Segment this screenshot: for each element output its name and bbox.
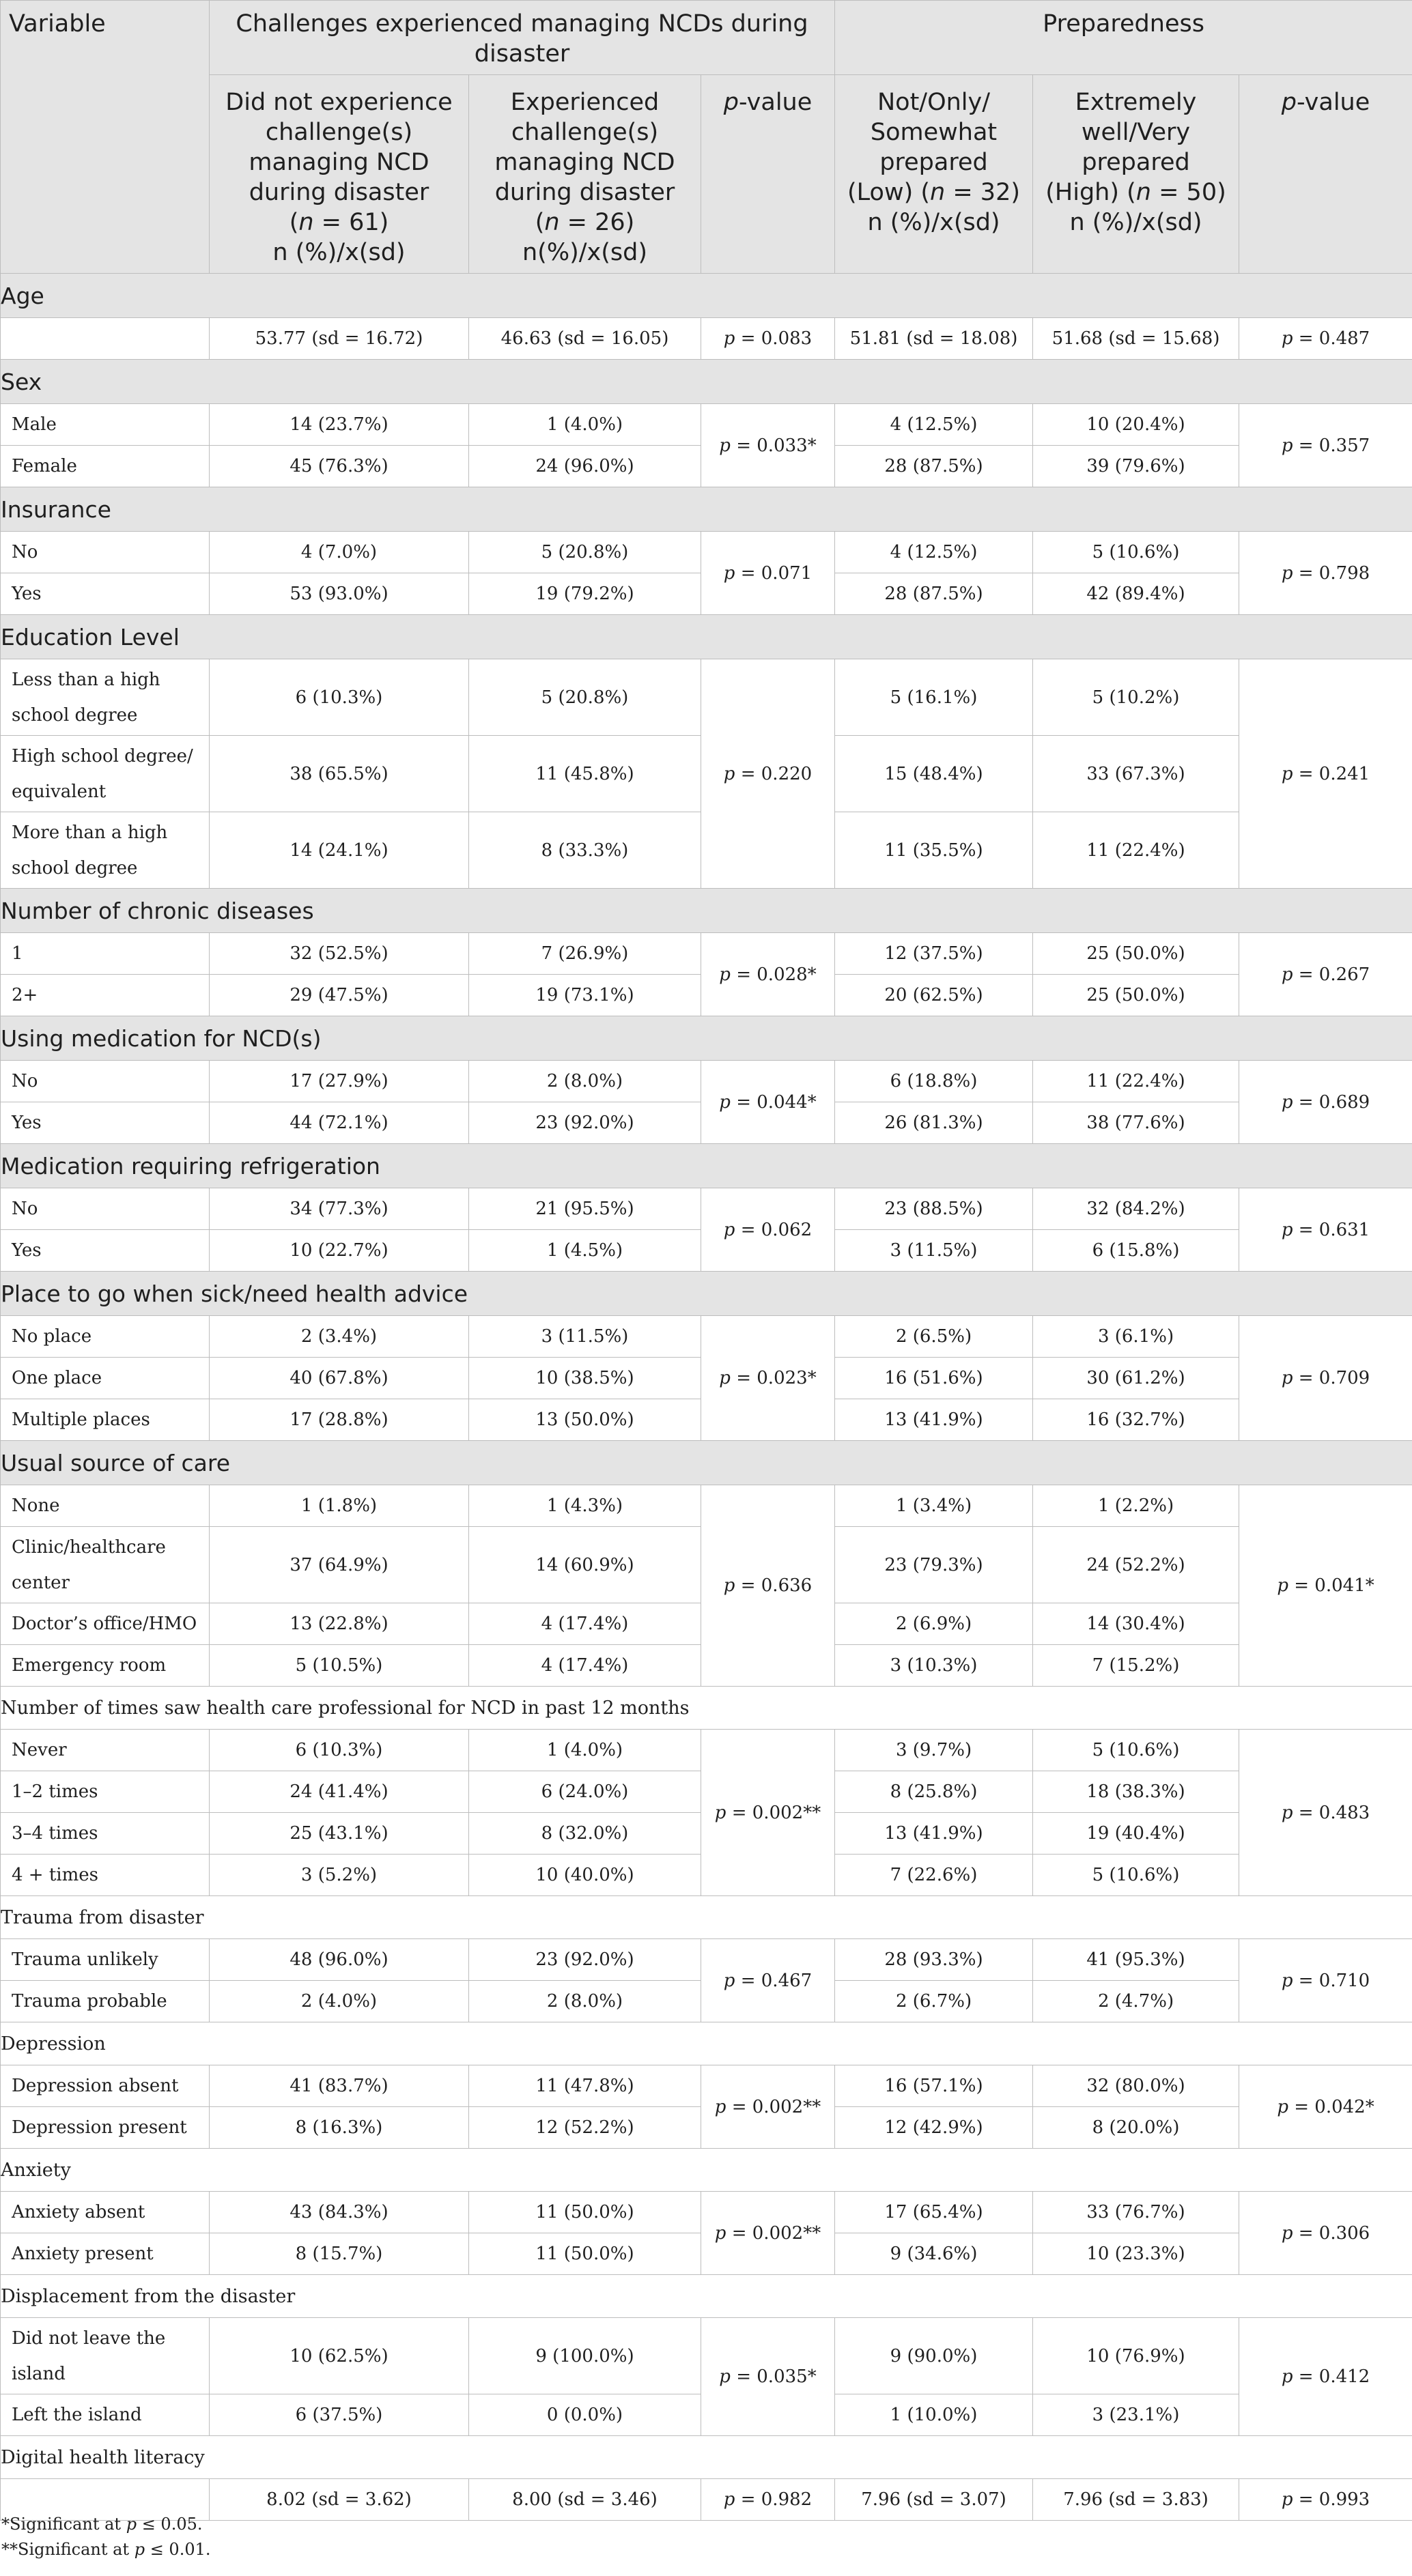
table-row: No 4 (7.0%) 5 (20.8%) p = 0.071 4 (12.5%) 5 (10.6%) p = 0.798 xyxy=(1,532,1412,573)
table-row: Clinic/healthcare center 37 (64.9%) 14 (60.9%) 23 (79.3%) 24 (52.2%) xyxy=(1,1527,1412,1603)
table-row: One place 40 (67.8%) 10 (38.5%) 16 (51.6%) 30 (61.2%) xyxy=(1,1358,1412,1399)
table-row: Anxiety present 8 (15.7%) 11 (50.0%) 9 (34.6%) 10 (23.3%) xyxy=(1,2233,1412,2275)
table-row: 2+ 29 (47.5%) 19 (73.1%) 20 (62.5%) 25 (50.0%) xyxy=(1,975,1412,1016)
section-trauma: Trauma from disaster xyxy=(1,1896,1412,1939)
table-row: Never 6 (10.3%) 1 (4.0%) p = 0.002** 3 (9.7%) 5 (10.6%) p = 0.483 xyxy=(1,1730,1412,1771)
header-col-pvalue-2: p-value xyxy=(1239,75,1412,274)
table-row: 4 + times 3 (5.2%) 10 (40.0%) 7 (22.6%) 5 (10.6%) xyxy=(1,1855,1412,1896)
table-row: Doctor’s office/HMO 13 (22.8%) 4 (17.4%) 2 (6.9%) 14 (30.4%) xyxy=(1,1603,1412,1645)
table-row: Depression absent 41 (83.7%) 11 (47.8%) p = 0.002** 16 (57.1%) 32 (80.0%) p = 0.042* xyxy=(1,2065,1412,2107)
table-row: Male 14 (23.7%) 1 (4.0%) p = 0.033* 4 (12.5%) 10 (20.4%) p = 0.357 xyxy=(1,404,1412,446)
section-education: Education Level xyxy=(1,615,1412,659)
table-row: Yes 44 (72.1%) 23 (92.0%) 26 (81.3%) 38 (77.6%) xyxy=(1,1102,1412,1144)
table-row: Left the island 6 (37.5%) 0 (0.0%) 1 (10.0%) 3 (23.1%) xyxy=(1,2394,1412,2436)
table-row: Anxiety absent 43 (84.3%) 11 (50.0%) p = 0.002** 17 (65.4%) 33 (76.7%) p = 0.306 xyxy=(1,2192,1412,2233)
table-row: 8.02 (sd = 3.62) 8.00 (sd = 3.46) p = 0.982 7.96 (sd = 3.07) 7.96 (sd = 3.83) p = 0.993 xyxy=(1,2479,1412,2521)
table-row: Trauma probable 2 (4.0%) 2 (8.0%) 2 (6.7%) 2 (4.7%) xyxy=(1,1981,1412,2022)
table-row: None 1 (1.8%) 1 (4.3%) p = 0.636 1 (3.4%) 1 (2.2%) p = 0.041* xyxy=(1,1485,1412,1527)
header-variable: Variable xyxy=(1,1,210,274)
header-col-pvalue-1: p-value xyxy=(701,75,835,274)
header-group-challenges: Challenges experienced managing NCDs during disaster xyxy=(210,1,835,75)
section-visits: Number of times saw health care professional for NCD in past 12 months xyxy=(1,1687,1412,1730)
table-row: 1 32 (52.5%) 7 (26.9%) p = 0.028* 12 (37.5%) 25 (50.0%) p = 0.267 xyxy=(1,933,1412,975)
section-anxiety: Anxiety xyxy=(1,2149,1412,2192)
table-row: 53.77 (sd = 16.72) 46.63 (sd = 16.05) p = 0.083 51.81 (sd = 18.08) 51.68 (sd = 15.68) p = 0.487 xyxy=(1,318,1412,360)
section-age: Age xyxy=(1,274,1412,318)
table-row: No 17 (27.9%) 2 (8.0%) p = 0.044* 6 (18.8%) 11 (22.4%) p = 0.689 xyxy=(1,1061,1412,1102)
table-row: Depression present 8 (16.3%) 12 (52.2%) 12 (42.9%) 8 (20.0%) xyxy=(1,2107,1412,2149)
table-row: Female 45 (76.3%) 24 (96.0%) 28 (87.5%) 39 (79.6%) xyxy=(1,446,1412,487)
table-row: More than a high school degree 14 (24.1%) 8 (33.3%) 11 (35.5%) 11 (22.4%) xyxy=(1,812,1412,889)
table-row: No place 2 (3.4%) 3 (11.5%) p = 0.023* 2 (6.5%) 3 (6.1%) p = 0.709 xyxy=(1,1316,1412,1358)
header-col-high-prepared: Extremely well/Very prepared (High) (n = 50) n (%)/x(sd) xyxy=(1033,75,1239,274)
table-row: Trauma unlikely 48 (96.0%) 23 (92.0%) p = 0.467 28 (93.3%) 41 (95.3%) p = 0.710 xyxy=(1,1939,1412,1981)
table-row: High school degree/ equivalent 38 (65.5%) 11 (45.8%) 15 (48.4%) 33 (67.3%) xyxy=(1,736,1412,812)
footnote-1: *Significant at p ≤ 0.05. xyxy=(1,2515,203,2534)
footnote-2: **Significant at p ≤ 0.01. xyxy=(1,2540,211,2559)
header-col-challenge: Experienced challenge(s) managing NCD during disaster (n = 26) n(%)/x(sd) xyxy=(469,75,701,274)
section-insurance: Insurance xyxy=(1,487,1412,532)
header-col-no-challenge: Did not experience challenge(s) managing NCD during disaster (n = 61) n (%)/x(sd) xyxy=(210,75,469,274)
section-digital-literacy: Digital health literacy xyxy=(1,2436,1412,2479)
table-row: 3–4 times 25 (43.1%) 8 (32.0%) 13 (41.9%) 19 (40.4%) xyxy=(1,1813,1412,1855)
table-row: 1–2 times 24 (41.4%) 6 (24.0%) 8 (25.8%) 18 (38.3%) xyxy=(1,1771,1412,1813)
table-row: Did not leave the island 10 (62.5%) 9 (100.0%) p = 0.035* 9 (90.0%) 10 (76.9%) p = 0.412 xyxy=(1,2318,1412,2394)
section-depression: Depression xyxy=(1,2022,1412,2065)
section-place-to-go: Place to go when sick/need health advice xyxy=(1,1272,1412,1316)
table-row: Less than a high school degree 6 (10.3%) 5 (20.8%) p = 0.220 5 (16.1%) 5 (10.2%) p = 0.241 xyxy=(1,659,1412,736)
section-refrigeration: Medication requiring refrigeration xyxy=(1,1144,1412,1188)
table-row: Emergency room 5 (10.5%) 4 (17.4%) 3 (10.3%) 7 (15.2%) xyxy=(1,1645,1412,1687)
table-row: No 34 (77.3%) 21 (95.5%) p = 0.062 23 (88.5%) 32 (84.2%) p = 0.631 xyxy=(1,1188,1412,1230)
section-sex: Sex xyxy=(1,360,1412,404)
header-col-low-prepared: Not/Only/ Somewhat prepared (Low) (n = 32) n (%)/x(sd) xyxy=(835,75,1033,274)
table-row: Yes 53 (93.0%) 19 (79.2%) 28 (87.5%) 42 (89.4%) xyxy=(1,573,1412,615)
header-row-2 xyxy=(1,75,1412,274)
table-row: Yes 10 (22.7%) 1 (4.5%) 3 (11.5%) 6 (15.8%) xyxy=(1,1230,1412,1272)
footnotes xyxy=(0,2512,211,2562)
section-displacement: Displacement from the disaster xyxy=(1,2275,1412,2318)
section-usual-source-of-care: Usual source of care xyxy=(1,1441,1412,1485)
section-medication: Using medication for NCD(s) xyxy=(1,1016,1412,1061)
table-row: Multiple places 17 (28.8%) 13 (50.0%) 13 (41.9%) 16 (32.7%) xyxy=(1,1399,1412,1441)
header-row-1 xyxy=(1,1,1412,75)
section-chronic-diseases: Number of chronic diseases xyxy=(1,889,1412,933)
header-group-preparedness: Preparedness xyxy=(835,1,1412,75)
